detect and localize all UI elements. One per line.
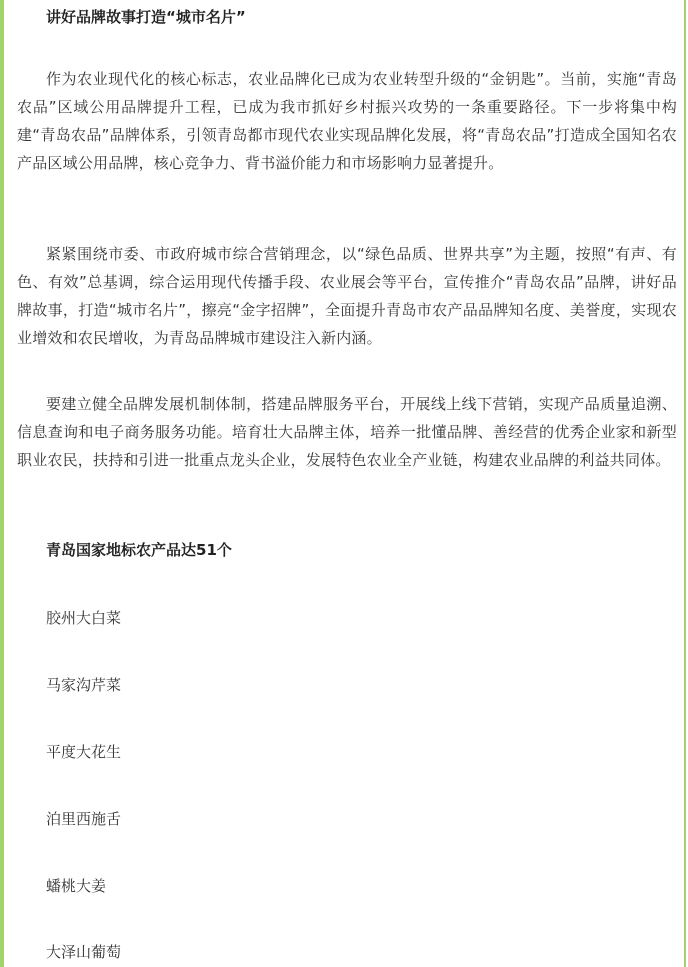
right-border-rule bbox=[684, 0, 686, 967]
list-item: 马家沟芹菜 bbox=[46, 676, 122, 694]
section-heading-geo-products: 青岛国家地标农产品达51个 bbox=[46, 541, 232, 559]
list-item: 平度大花生 bbox=[46, 743, 122, 761]
paragraph-2: 紧紧围绕市委、市政府城市综合营销理念，以“绿色品质、世界共享”为主题，按照“有声、有色、有效”总基调，综合运用现代传播手段、农业展会等平台，宣传推介“青岛农品”品牌，讲好品牌故事，打造“城市名片”，擦亮“金字招牌”，全面提升青岛市农产品品牌知名度、美誉度，实现农业增效和农民增收，为青岛品牌城市建设注入新内涵。 bbox=[17, 245, 677, 347]
paragraph-3: 要建立健全品牌发展机制体制，搭建品牌服务平台，开展线上线下营销，实现产品质量追溯、信息查询和电子商务服务功能。培育壮大品牌主体，培养一批懂品牌、善经营的优秀企业家和新型职业农民，扶持和引进一批重点龙头企业，发展特色农业全产业链，构建农业品牌的利益共同体。 bbox=[17, 395, 677, 469]
list-item: 胶州大白菜 bbox=[46, 609, 122, 627]
left-border-rule bbox=[0, 0, 4, 967]
paragraph-1: 作为农业现代化的核心标志，农业品牌化已成为农业转型升级的“金钥匙”。当前，实施“青岛农品”区域公用品牌提升工程，已成为我市抓好乡村振兴攻势的一条重要路径。下一步将集中构建“青岛农品”品牌体系，引领青岛都市现代农业实现品牌化发展，将“青岛农品”打造成全国知名农产品区域公用品牌，核心竞争力、背书溢价能力和市场影响力显著提升。 bbox=[17, 70, 677, 172]
list-item: 大泽山葡萄 bbox=[46, 943, 122, 961]
section-heading-brand-story: 讲好品牌故事打造“城市名片” bbox=[46, 8, 246, 26]
list-item: 泊里西施舌 bbox=[46, 810, 122, 828]
list-item: 蟠桃大姜 bbox=[46, 877, 107, 895]
